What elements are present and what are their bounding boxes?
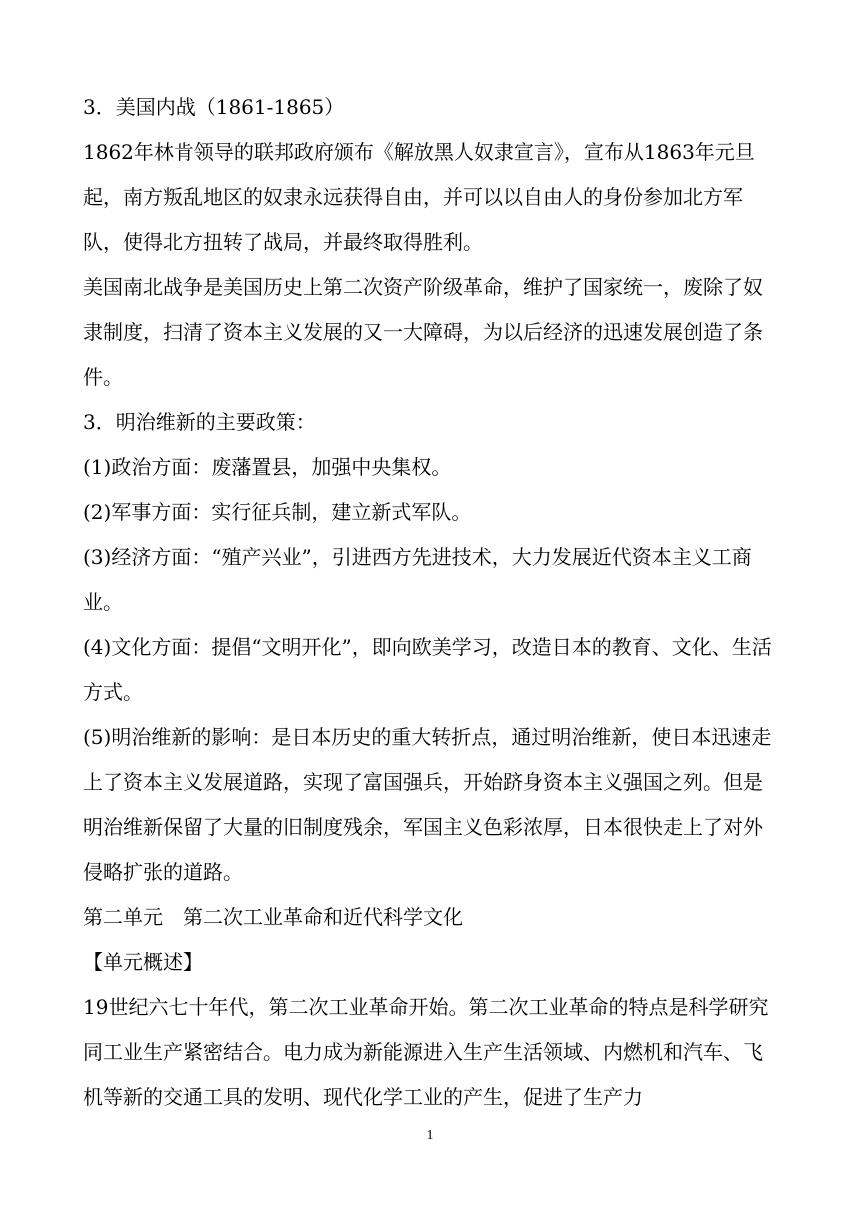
- section-heading-civil-war: 3．美国内战（1861-1865）: [83, 95, 345, 119]
- document-body: [83, 85, 781, 1120]
- paragraph-unit-overview: 19世纪六七十年代，第二次工业革命开始。第二次工业革命的特点是科学研究同工业生产紧密结合。电力成为新能源进入生产生活领域、内燃机和汽车、飞机等新的交通工具的发明、现代化学工业的产生，促进了生产力: [83, 995, 769, 1109]
- list-item-meiji-culture: (4)文化方面：提倡“文明开化”，即向欧美学习，改造日本的教育、文化、生活方式。: [83, 635, 772, 704]
- list-item-meiji-economy: (3)经济方面：“殖产兴业”，引进西方先进技术，大力发展近代资本主义工商业。: [83, 545, 752, 614]
- list-item-meiji-impact: (5)明治维新的影响：是日本历史的重大转折点，通过明治维新，使日本迅速走上了资本主义发展道路，实现了富国强兵，开始跻身资本主义强国之列。但是明治维新保留了大量的旧制度残余，军国主义色彩浓厚，日本很快走上了对外侵略扩张的道路。: [83, 725, 772, 884]
- list-item-meiji-politics: (1)政治方面：废藩置县，加强中央集权。: [83, 455, 452, 479]
- paragraph-civil-war-significance: 美国南北战争是美国历史上第二次资产阶级革命，维护了国家统一，废除了奴隶制度，扫清了资本主义发展的又一大障碍，为以后经济的迅速发展创造了条件。: [83, 275, 763, 389]
- section-heading-meiji-policies: 3．明治维新的主要政策：: [83, 410, 316, 434]
- unit-overview-label: 【单元概述】: [83, 950, 203, 974]
- paragraph-emancipation-proclamation: 1862年林肯领导的联邦政府颁布《解放黑人奴隶宣言》，宣布从1863年元旦起，南方叛乱地区的奴隶永远获得自由，并可以以自由人的身份参加北方军队，使得北方扭转了战局，并最终取得胜利。: [83, 140, 755, 254]
- list-item-meiji-military: (2)军事方面：实行征兵制，建立新式军队。: [83, 500, 472, 524]
- page-number: 1: [426, 1128, 434, 1143]
- unit-title: 第二单元 第二次工业革命和近代科学文化: [83, 905, 463, 929]
